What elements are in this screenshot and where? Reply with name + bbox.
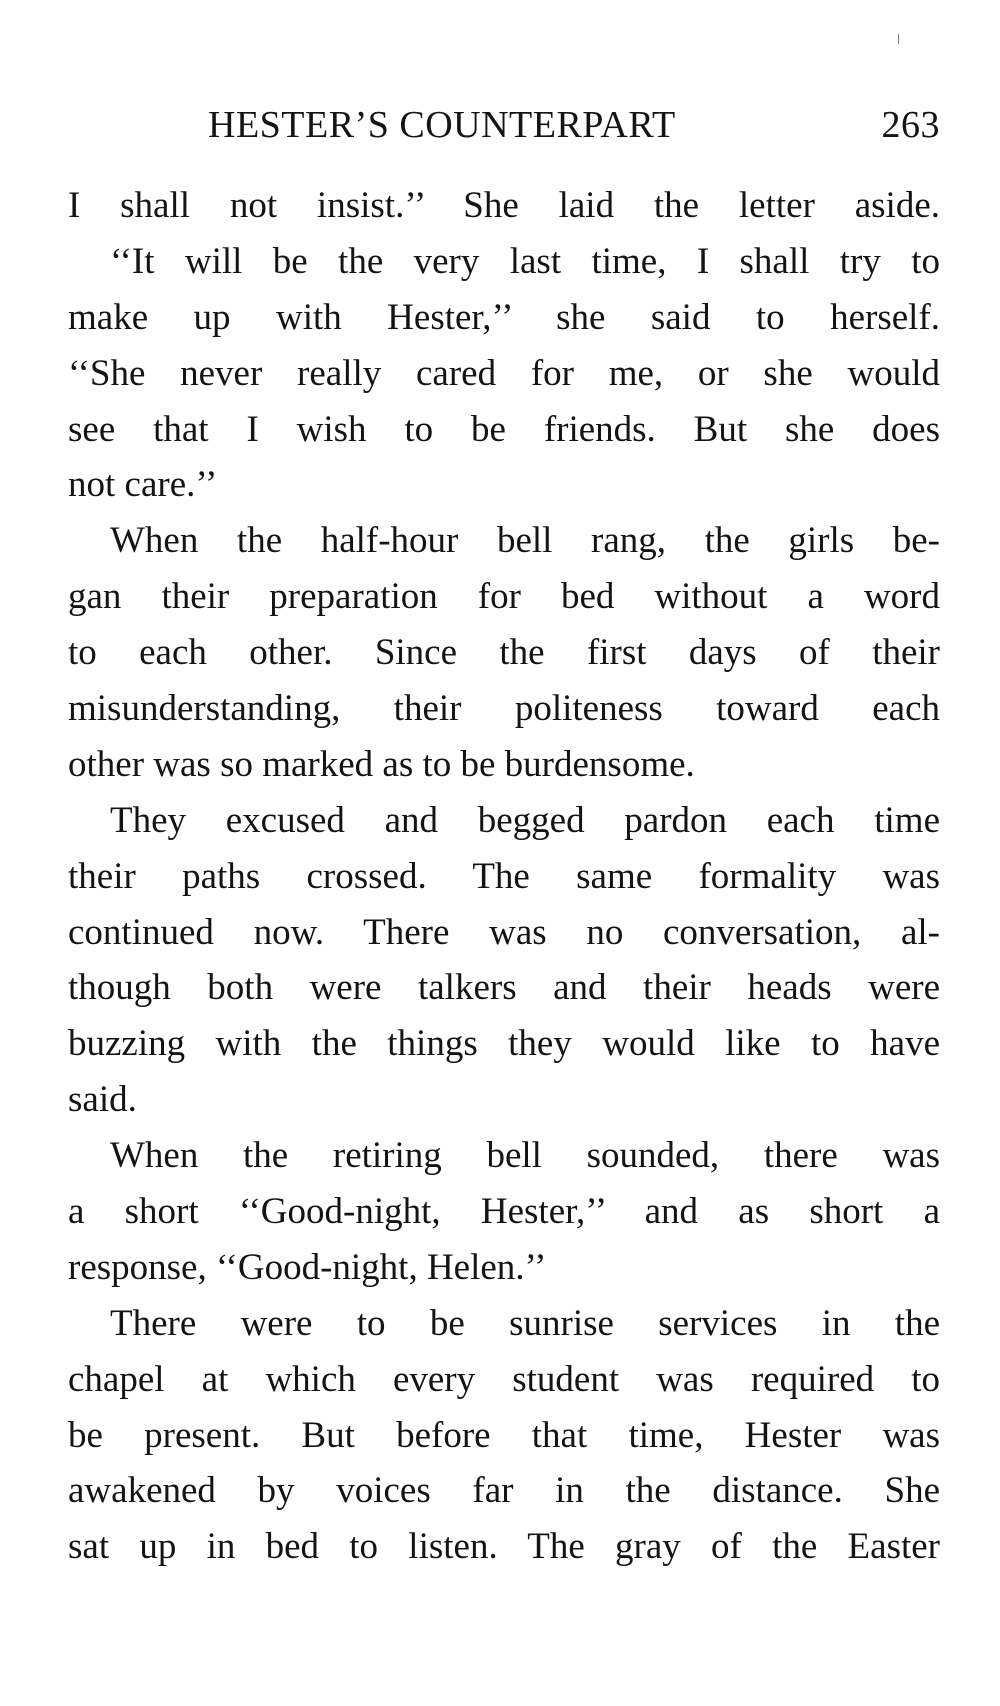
text-line: make up with Hester,’’ she said to herself.	[68, 296, 940, 338]
text-line: sat up in bed to listen. The gray of the Easter	[68, 1526, 940, 1568]
text-line: not care.’’	[68, 464, 218, 506]
text-line: though both were talkers and their heads were	[68, 967, 940, 1009]
text-line: to each other. Since the first days of their	[68, 632, 940, 674]
text-line: They excused and begged pardon each time	[110, 799, 940, 841]
text-line: I shall not insist.’’ She laid the letter aside.	[68, 185, 940, 226]
running-title: HESTER’S COUNTERPART	[208, 104, 676, 146]
text-line: ‘‘She never really cared for me, or she would	[68, 352, 940, 394]
page-number: 263	[881, 104, 940, 146]
page-mark	[898, 34, 899, 44]
text-line: buzzing with the things they would like to have	[68, 1023, 940, 1065]
text-line: be present. But before that time, Hester was	[68, 1414, 940, 1456]
text-line: response, ‘‘Good-night, Helen.’’	[68, 1246, 547, 1288]
text-line: When the half-hour bell rang, the girls be-	[110, 520, 940, 562]
text-line: continued now. There was no conversation, al-	[68, 911, 940, 953]
text-line: awakened by voices far in the distance. She	[68, 1470, 940, 1512]
text-line: their paths crossed. The same formality was	[68, 855, 940, 897]
text-line: a short ‘‘Good-night, Hester,’’ and as short a	[68, 1191, 940, 1233]
text-line: chapel at which every student was required to	[68, 1358, 940, 1400]
text-line: see that I wish to be friends. But she does	[68, 408, 940, 450]
text-line: misunderstanding, their politeness toward each	[68, 688, 940, 730]
text-line: ‘‘It will be the very last time, I shall try to	[110, 240, 940, 282]
body-text	[68, 178, 940, 1575]
text-line: When the retiring bell sounded, there was	[110, 1135, 940, 1177]
text-line: gan their preparation for bed without a word	[68, 576, 940, 618]
running-head	[68, 103, 940, 147]
text-line: There were to be sunrise services in the	[110, 1302, 940, 1344]
text-line: other was so marked as to be burdensome.	[68, 743, 695, 785]
text-line: said.	[68, 1079, 137, 1121]
